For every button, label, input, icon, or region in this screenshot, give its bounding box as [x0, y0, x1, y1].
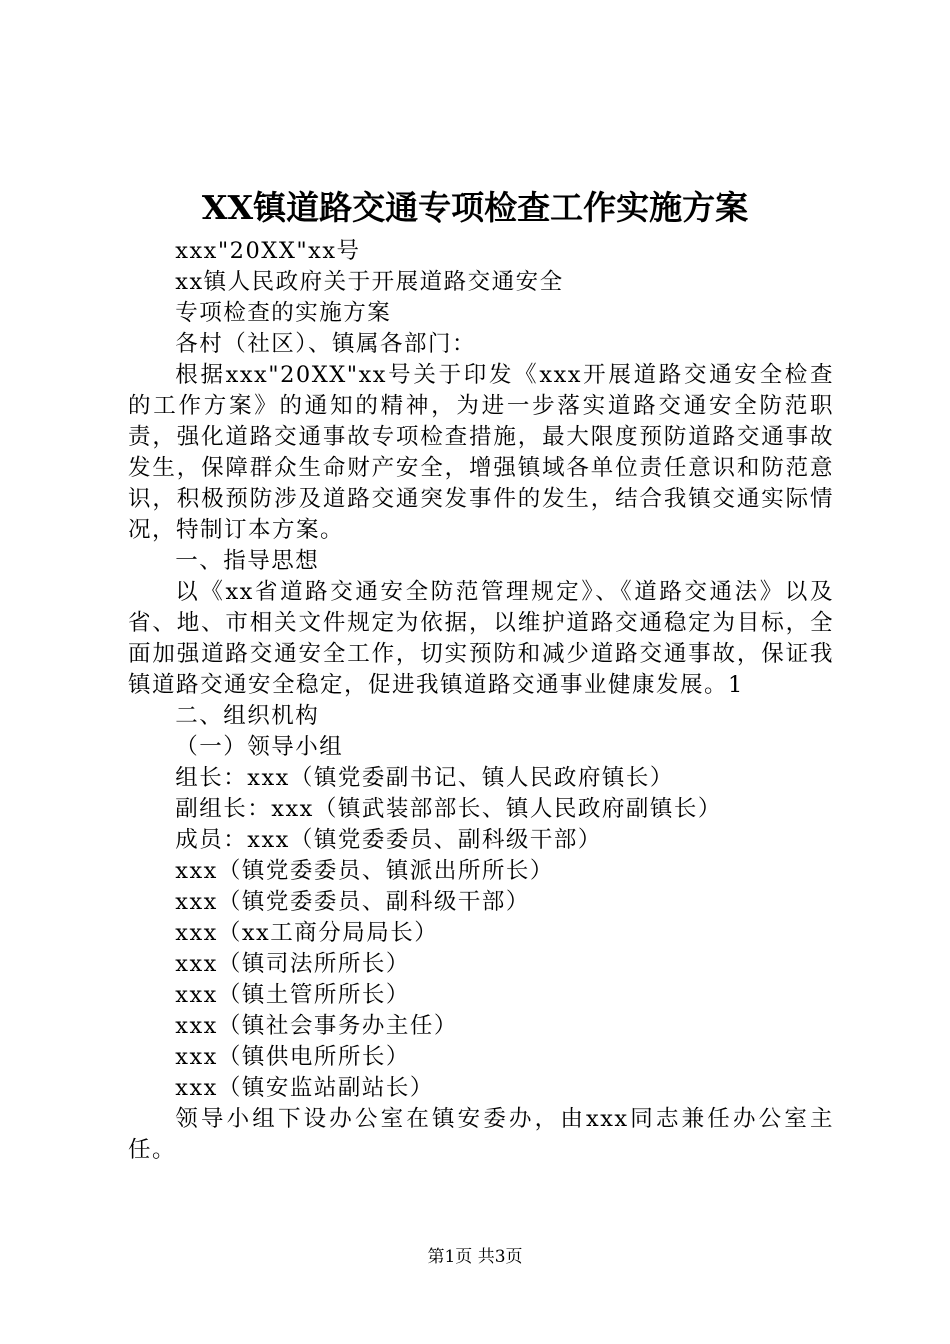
subsection-heading-leading-group: （一）领导小组 — [175, 734, 344, 760]
member-line: xxx（镇供电所所长） — [175, 1044, 410, 1070]
member-line: xxx（镇社会事务办主任） — [175, 1013, 458, 1039]
intro-paragraph: 根据xxx"20XX"xx号关于印发《xxx开展道路交通安全检查的工作方案》的通知的精神，为进一步落实道路交通安全防范职责，强化道路交通事故专项检查措施，最大限度预防道路交通事故发生，保障群众生命财产安全，增强镇域各单位责任意识和防范意识，积极预防涉及道路交通突发事件的发生，结合我镇交通实际情况，特制订本方案。 — [128, 362, 834, 543]
office-paragraph: 领导小组下设办公室在镇安委办，由xxx同志兼任办公室主任。 — [128, 1106, 834, 1163]
member-line: xxx（xx工商分局局长） — [175, 920, 439, 946]
recipients-line: 各村（社区）、镇属各部门： — [175, 331, 477, 357]
member-line: xxx（镇司法所所长） — [175, 951, 410, 977]
document-body — [128, 236, 834, 1166]
issuer-line: xx镇人民政府关于开展道路交通安全 — [175, 269, 564, 295]
deputy-leader-line: 副组长：xxx（镇武装部部长、镇人民政府副镇长） — [175, 796, 722, 822]
member-line: xxx（镇土管所所长） — [175, 982, 410, 1008]
page-footer: 第1页 共3页 — [427, 1247, 523, 1267]
document-title: XX镇道路交通专项检查工作实施方案 — [201, 188, 749, 227]
member-line: 成员：xxx（镇党委委员、副科级干部） — [175, 827, 602, 853]
section-heading-guiding-thought: 一、指导思想 — [175, 548, 320, 574]
member-line: xxx（镇党委委员、副科级干部） — [175, 889, 530, 915]
subject-line: 专项检查的实施方案 — [175, 300, 392, 326]
section-heading-organization: 二、组织机构 — [175, 703, 320, 729]
member-line: xxx（镇安监站副站长） — [175, 1075, 434, 1101]
member-line: xxx（镇党委委员、镇派出所所长） — [175, 858, 554, 884]
document-number: xxx"20XX"xx号 — [175, 238, 361, 264]
guiding-thought-paragraph: 以《xx省道路交通安全防范管理规定》、《道路交通法》以及省、地、市相关文件规定为依据，以维护道路交通稳定为目标，全面加强道路交通安全工作，切实预防和减少道路交通事故，保证我镇道路交通安全稳定，促进我镇道路交通事业健康发展。1 — [128, 579, 834, 698]
group-leader-line: 组长：xxx（镇党委副书记、镇人民政府镇长） — [175, 765, 674, 791]
